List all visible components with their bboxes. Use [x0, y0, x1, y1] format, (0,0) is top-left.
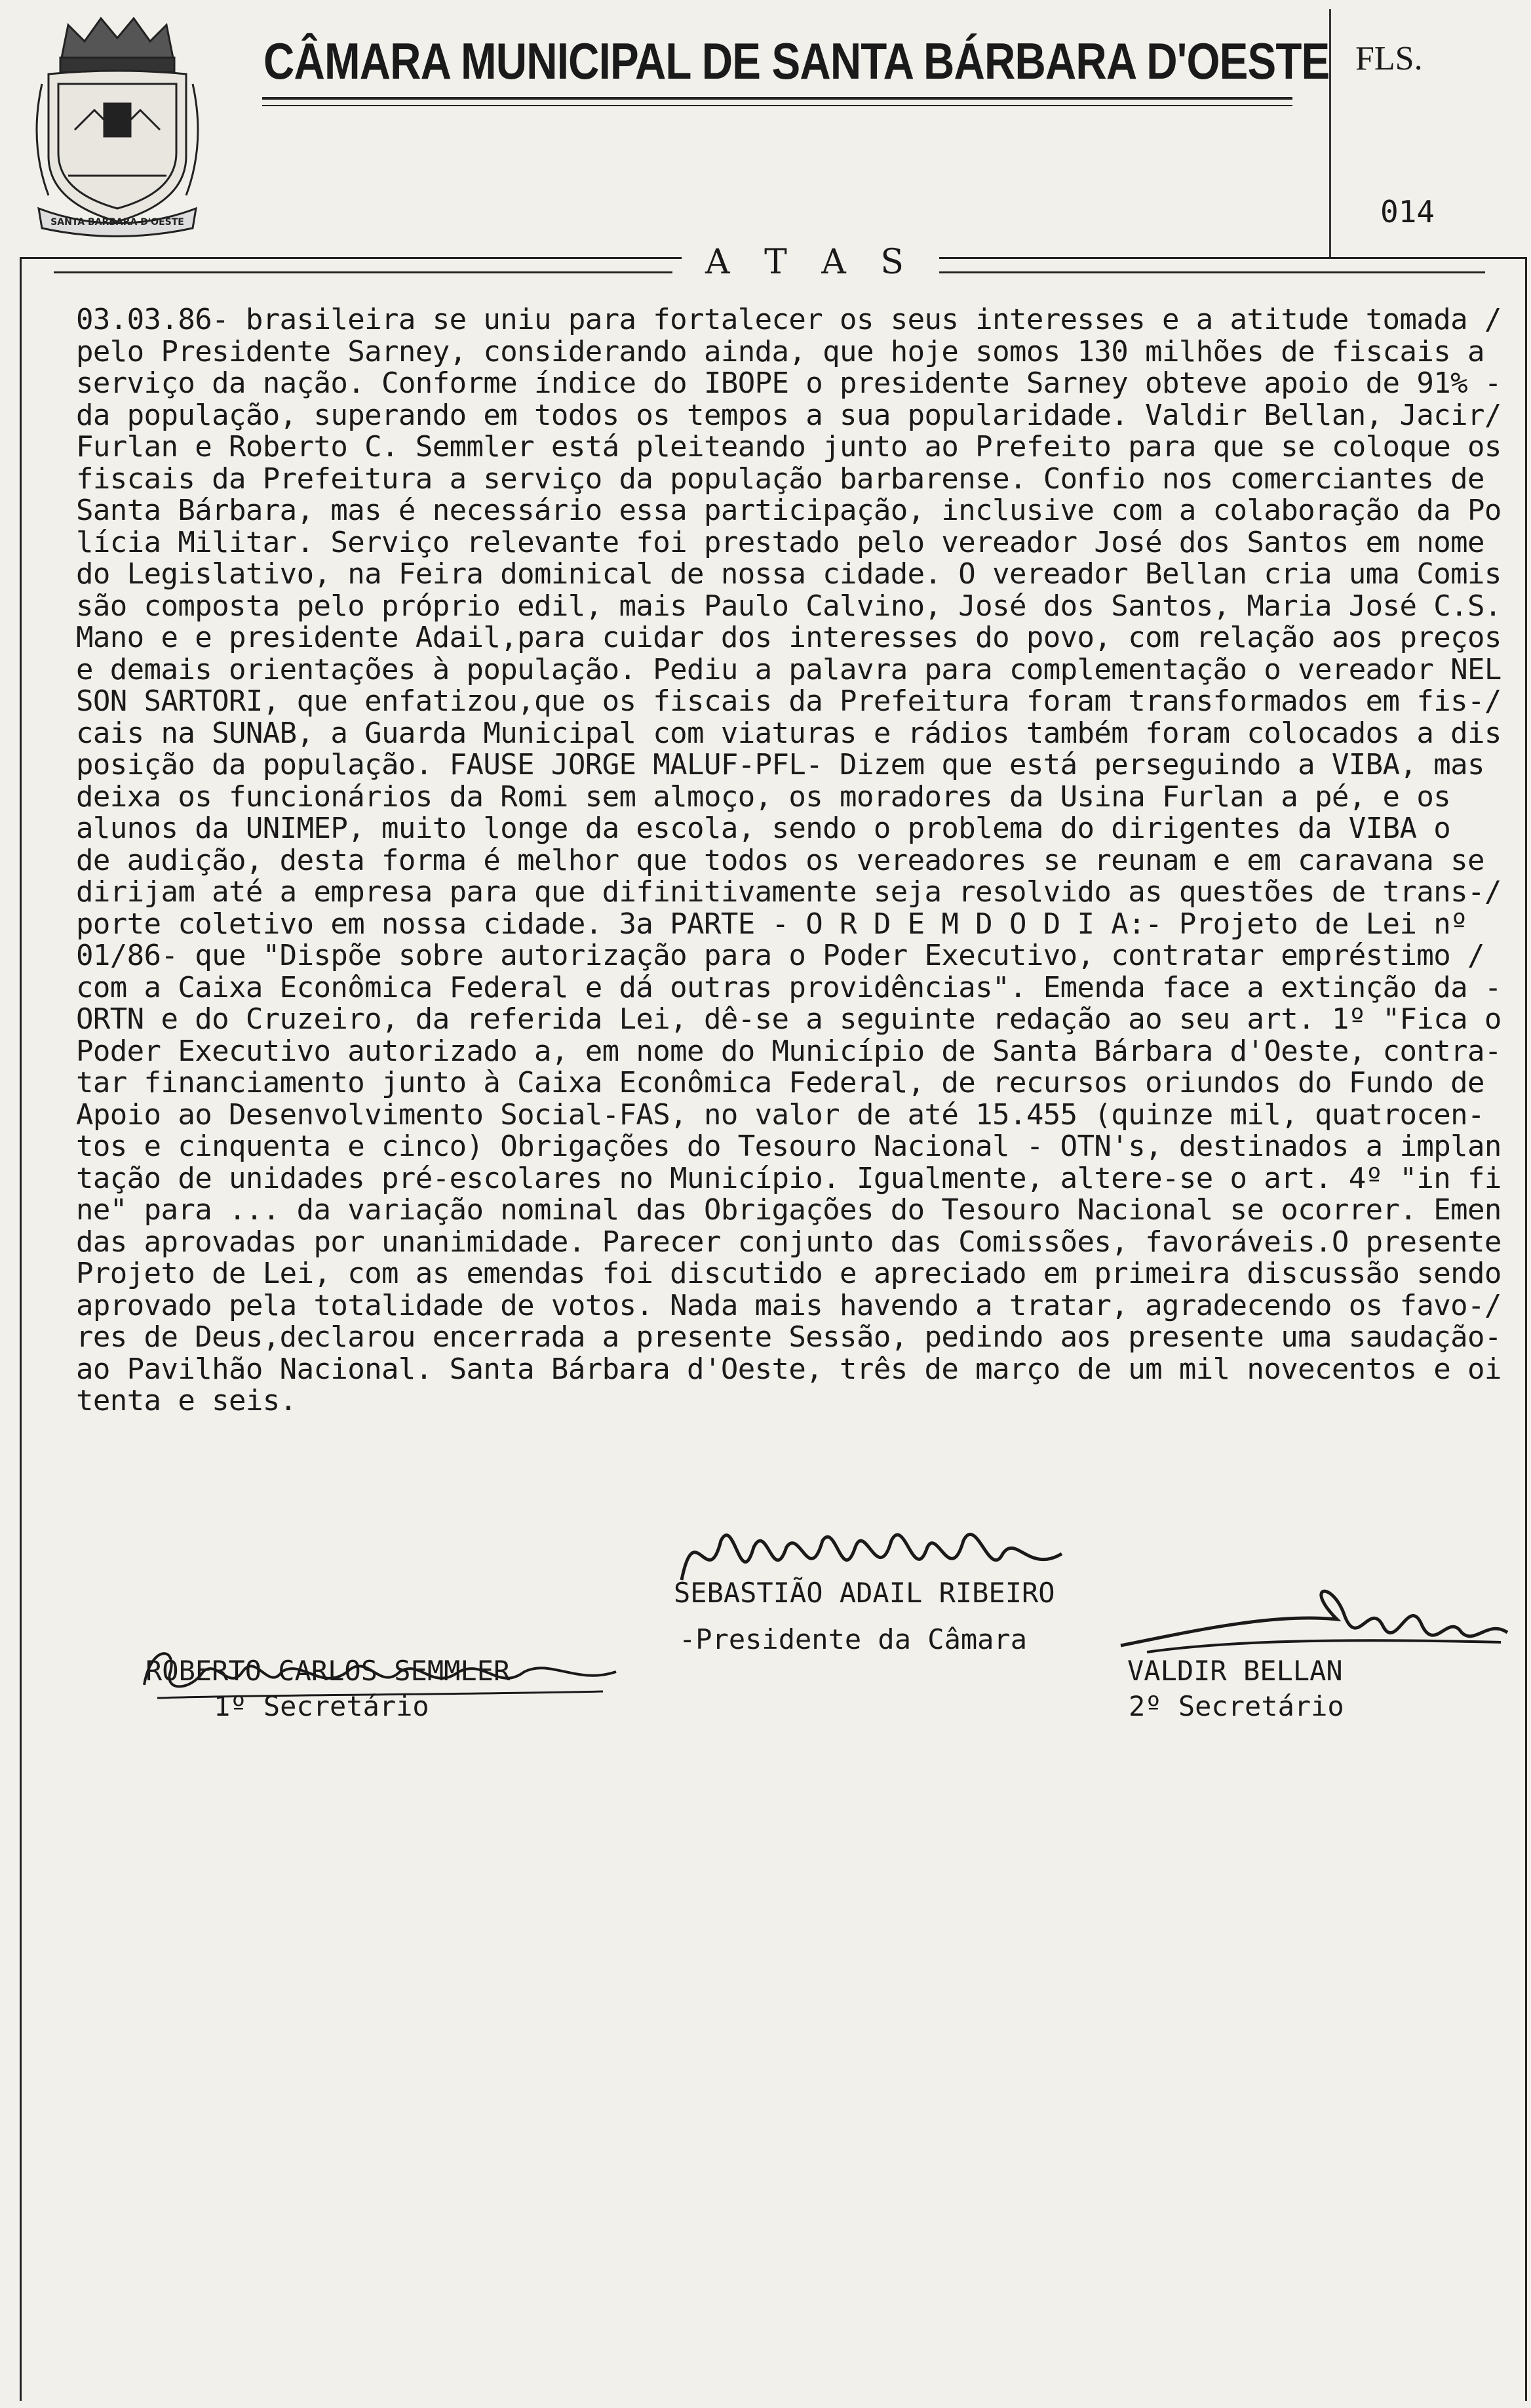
text-line: de audição, desta forma é melhor que todos os vereadores se reunam e em caravana se — [76, 843, 1484, 877]
text-line: Poder Executivo autorizado a, em nome do Município de Santa Bárbara d'Oeste, contra- — [76, 1034, 1502, 1068]
text-line: são composta pelo próprio edil, mais Paulo Calvino, José dos Santos, Maria José C.S. — [76, 589, 1502, 623]
text-line: tar financiamento junto à Caixa Econômica Federal, de recursos oriundos do Fundo de — [76, 1066, 1484, 1099]
text-line: da população, superando em todos os tempos a sua popularidade. Valdir Bellan, Jacir/ — [76, 398, 1502, 432]
text-line: pelo Presidente Sarney, considerando ainda, que hoje somos 130 milhões de fiscais a — [76, 334, 1484, 368]
text-line: 03.03.86- brasileira se uniu para fortalecer os seus interesses e a atitude tomada / — [76, 303, 1502, 336]
text-line: 01/86- que "Dispõe sobre autorização para o Poder Executivo, contratar empréstimo / — [76, 939, 1484, 972]
text-line: e demais orientações à população. Pediu a palavra para complementação o vereador NEL — [76, 652, 1502, 686]
second-secretary-role: 2º Secretário — [1129, 1690, 1344, 1722]
text-line: Projeto de Lei, com as emendas foi discutido e apreciado em primeira discussão sendo — [76, 1257, 1502, 1290]
text-line: Apoio ao Desenvolvimento Social-FAS, no valor de até 15.455 (quinze mil, quatrocen- — [76, 1097, 1484, 1132]
text-line: com a Caixa Econômica Federal e dá outras providências". Emenda face a extinção da - — [76, 970, 1502, 1004]
header-divider — [1329, 9, 1331, 258]
text-line: Mano e e presidente Adail,para cuidar dos interesses do povo, com relação aos preços — [76, 621, 1502, 654]
minutes-body — [76, 303, 1502, 1417]
text-line: tação de unidades pré-escolares no Município. Igualmente, altere-se o art. 4º "in fi — [76, 1161, 1502, 1195]
text-line: cais na SUNAB, a Guarda Municipal com viaturas e rádios também foram colocados a dis — [76, 716, 1502, 750]
text-line: ne" para ... da variação nominal das Obrigações do Tesouro Nacional se ocorrer. Emen — [76, 1193, 1502, 1227]
text-line: lícia Militar. Serviço relevante foi prestado pelo vereador José dos Santos em nome — [76, 525, 1484, 559]
title-underline-thin — [262, 105, 1292, 106]
text-line: Santa Bárbara, mas é necessário essa participação, inclusive com a colaboração da Po — [76, 494, 1502, 527]
text-line: porte coletivo em nossa cidade. 3a PARTE - O R D E M D O D I A:- Projeto de Lei nº — [76, 907, 1467, 941]
text-line: tenta e seis. — [76, 1384, 297, 1417]
text-line: das aprovadas por unanimidade. Parecer conjunto das Comissões, favoráveis.O presente — [76, 1225, 1502, 1259]
president-role: -Presidente da Câmara — [679, 1623, 1028, 1655]
section-title: A T A S — [682, 243, 939, 282]
text-line: ORTN e do Cruzeiro, da referida Lei, dê-se a seguinte redação ao seu art. 1º "Fica o — [76, 1002, 1502, 1036]
second-secretary-name: VALDIR BELLAN — [1127, 1655, 1343, 1687]
president-name: SEBASTIÃO ADAIL RIBEIRO — [674, 1577, 1055, 1609]
text-line: SON SARTORI, que enfatizou,que os fiscais da Prefeitura foram transformados em fis-/ — [76, 684, 1502, 718]
text-line: posição da população. FAUSE JORGE MALUF-PFL- Dizem que está perseguindo a VIBA, mas — [76, 748, 1484, 781]
text-line: do Legislativo, na Feira dominical de nossa cidade. O vereador Bellan cria uma Comis — [76, 557, 1502, 591]
crest-scroll-text: SANTA BARBARA D'OESTE — [50, 217, 184, 227]
first-secretary-name: ROBERTO CARLOS SEMMLER — [145, 1655, 511, 1687]
municipal-crest-icon — [29, 12, 206, 245]
text-line: ao Pavilhão Nacional. Santa Bárbara d'Oeste, três de março de um mil novecentos e oi — [76, 1352, 1502, 1386]
text-line: alunos da UNIMEP, muito longe da escola, sendo o problema do dirigentes da VIBA o — [76, 812, 1451, 845]
text-line: serviço da nação. Conforme índice do IBOPE o presidente Sarney obteve apoio de 91% - — [76, 366, 1502, 400]
text-line: res de Deus,declarou encerrada a presente Sessão, pedindo aos presente uma saudação- — [76, 1320, 1502, 1354]
text-line: deixa os funcionários da Romi sem almoço, os moradores da Usina Furlan a pé, e os — [76, 780, 1451, 814]
text-line: aprovado pela totalidade de votos. Nada mais havendo a tratar, agradecendo os favo-/ — [76, 1288, 1502, 1322]
folio-number: 014 — [1380, 194, 1435, 229]
text-line: dirijam até a empresa para que difinitivamente seja resolvido as questões de trans-/ — [76, 875, 1502, 909]
section-rule-right — [872, 271, 1485, 273]
title-underline — [262, 97, 1292, 100]
text-line: Furlan e Roberto C. Semmler está pleiteando junto ao Prefeito para que se coloque os — [76, 430, 1502, 464]
text-line: fiscais da Prefeitura a serviço da população barbarense. Confio nos comerciantes de — [76, 462, 1484, 496]
folio-label: FLS. — [1355, 40, 1423, 77]
first-secretary-role: 1º Secretário — [214, 1690, 429, 1722]
page-title: CÂMARA MUNICIPAL DE SANTA BÁRBARA D'OESTE — [263, 32, 1330, 90]
text-line: tos e cinquenta e cinco) Obrigações do Tesouro Nacional - OTN's, destinados a implan — [76, 1130, 1502, 1163]
section-rule-left — [54, 271, 672, 273]
